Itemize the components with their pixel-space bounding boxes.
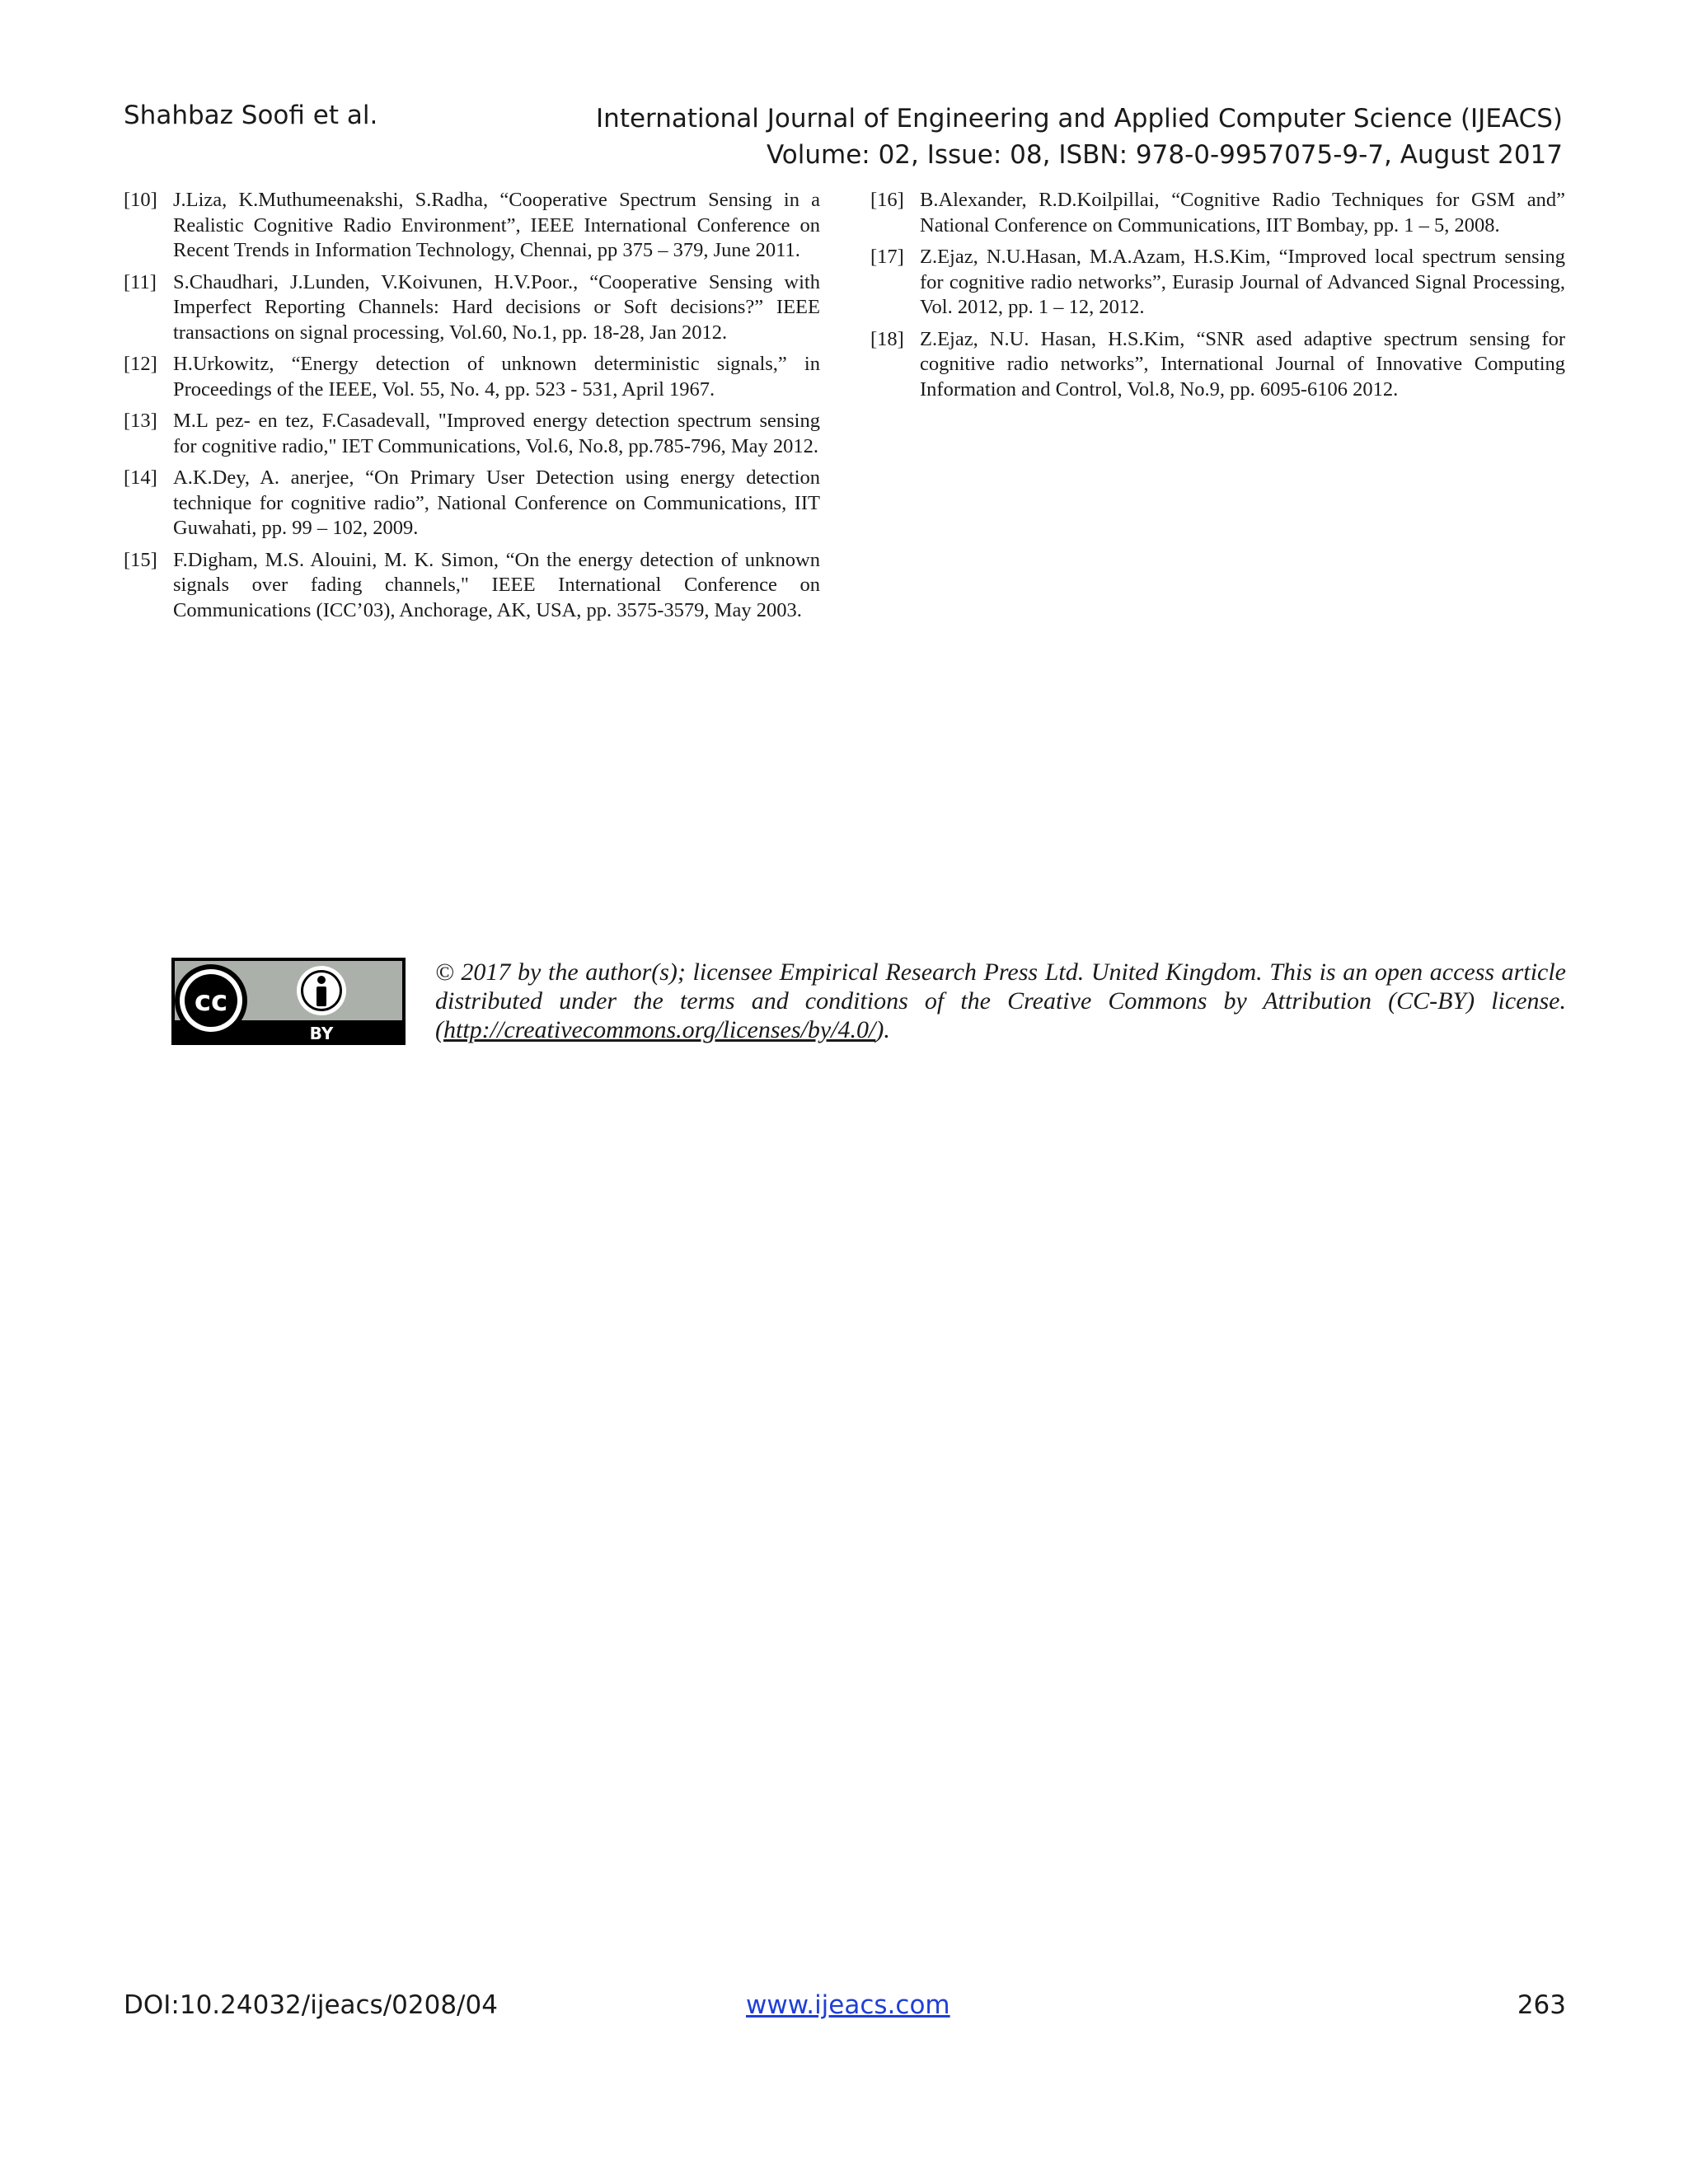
reference-text: A.K.Dey, A. anerjee, “On Primary User Detection using energy detection technique for cognitive radio”, National Conference on Communications, IIT Guwahati, pp. 99 – 102, 2009. bbox=[173, 466, 820, 539]
journal-volume: Volume: 02, Issue: 08, ISBN: 978-0-9957075-9-7, August 2017 bbox=[766, 140, 1563, 170]
running-header-journal bbox=[596, 101, 1563, 173]
license-text bbox=[435, 958, 1566, 1044]
reference-number: [15] bbox=[124, 548, 157, 571]
cc-badge-label: BY bbox=[309, 1024, 334, 1043]
footer-website-link[interactable]: www.ijeacs.com bbox=[746, 1990, 950, 2020]
reference-number: [11] bbox=[124, 270, 157, 293]
reference-text: H.Urkowitz, “Energy detection of unknown deterministic signals,” in Proceedings of the IEEE, Vol. 55, No. 4, pp. 523 - 531, April 1967. bbox=[173, 353, 820, 401]
license-statement: © 2017 by the author(s); licensee Empirical Research Press Ltd. United Kingdom. This is an open access article distributed under the terms and conditions of the Creative Commons by Attribution (CC-BY) license. ( bbox=[435, 958, 1566, 1043]
reference-text: F.Digham, M.S. Alouini, M. K. Simon, “On the energy detection of unknown signals over fading channels," IEEE International Conference on Communications (ICC’03), Anchorage, AK, USA, pp. 3575-3579, May 2003. bbox=[173, 548, 820, 621]
svg-text:cc: cc bbox=[194, 985, 228, 1018]
reference-text: S.Chaudhari, J.Lunden, V.Koivunen, H.V.Poor., “Cooperative Sensing with Imperfect Reporting Channels: Hard decisions or Soft decisions?” IEEE transactions on signal processing, Vol.60, No.1, pp. 18-28, Jan 2012. bbox=[173, 270, 820, 344]
running-header-author: Shahbaz Soofi et al. bbox=[124, 101, 378, 130]
reference-number: [12] bbox=[124, 353, 157, 375]
reference-number: [17] bbox=[870, 246, 904, 268]
reference-number: [16] bbox=[870, 189, 904, 211]
reference-item bbox=[870, 188, 1565, 238]
reference-number: [18] bbox=[870, 327, 904, 350]
cc-by-license-badge[interactable] bbox=[171, 958, 406, 1045]
reference-text: M.L pez- en tez, F.Casadevall, "Improved energy detection spectrum sensing for cognitive radio," IET Communications, Vol.6, No.8, pp.785-796, May 2012. bbox=[173, 410, 820, 457]
reference-text: B.Alexander, R.D.Koilpillai, “Cognitive Radio Techniques for GSM and” National Conference on Communications, IIT Bombay, pp. 1 – 5, 2008. bbox=[920, 189, 1565, 237]
creative-commons-icon bbox=[175, 964, 247, 1037]
reference-number: [10] bbox=[124, 189, 157, 211]
reference-text: J.Liza, K.Muthumeenakshi, S.Radha, “Cooperative Spectrum Sensing in a Realistic Cognitive Radio Environment”, IEEE International Conference on Recent Trends in Information Technology, Chennai, pp 375 – 379, June 2011. bbox=[173, 189, 820, 261]
reference-item bbox=[124, 188, 820, 264]
reference-item bbox=[124, 409, 820, 459]
reference-item bbox=[870, 327, 1565, 403]
reference-number: [14] bbox=[124, 466, 157, 489]
reference-item bbox=[124, 352, 820, 402]
journal-title: International Journal of Engineering and Applied Computer Science (IJEACS) bbox=[596, 104, 1563, 134]
license-link[interactable]: http://creativecommons.org/licenses/by/4.0/ bbox=[443, 1016, 876, 1043]
footer-doi: DOI:10.24032/ijeacs/0208/04 bbox=[124, 1990, 498, 2020]
reference-item bbox=[870, 245, 1565, 321]
reference-number: [13] bbox=[124, 410, 157, 432]
references-right-column bbox=[870, 188, 1565, 409]
reference-text: Z.Ejaz, N.U.Hasan, M.A.Azam, H.S.Kim, “Improved local spectrum sensing for cognitive radio networks”, Eurasip Journal of Advanced Signal Processing, Vol. 2012, pp. 1 – 12, 2012. bbox=[920, 246, 1565, 318]
reference-item bbox=[124, 466, 820, 541]
attribution-person-icon bbox=[297, 966, 346, 1015]
license-statement-end: ). bbox=[875, 1016, 890, 1043]
references-left-column bbox=[124, 188, 820, 630]
footer-page-number: 263 bbox=[1517, 1990, 1566, 2020]
reference-text: Z.Ejaz, N.U. Hasan, H.S.Kim, “SNR ased adaptive spectrum sensing for cognitive radio networks”, International Journal of Innovative Computing Information and Control, Vol.8, No.9, pp. 6095-6106 2012. bbox=[920, 327, 1565, 401]
reference-item bbox=[124, 270, 820, 346]
reference-item bbox=[124, 548, 820, 624]
